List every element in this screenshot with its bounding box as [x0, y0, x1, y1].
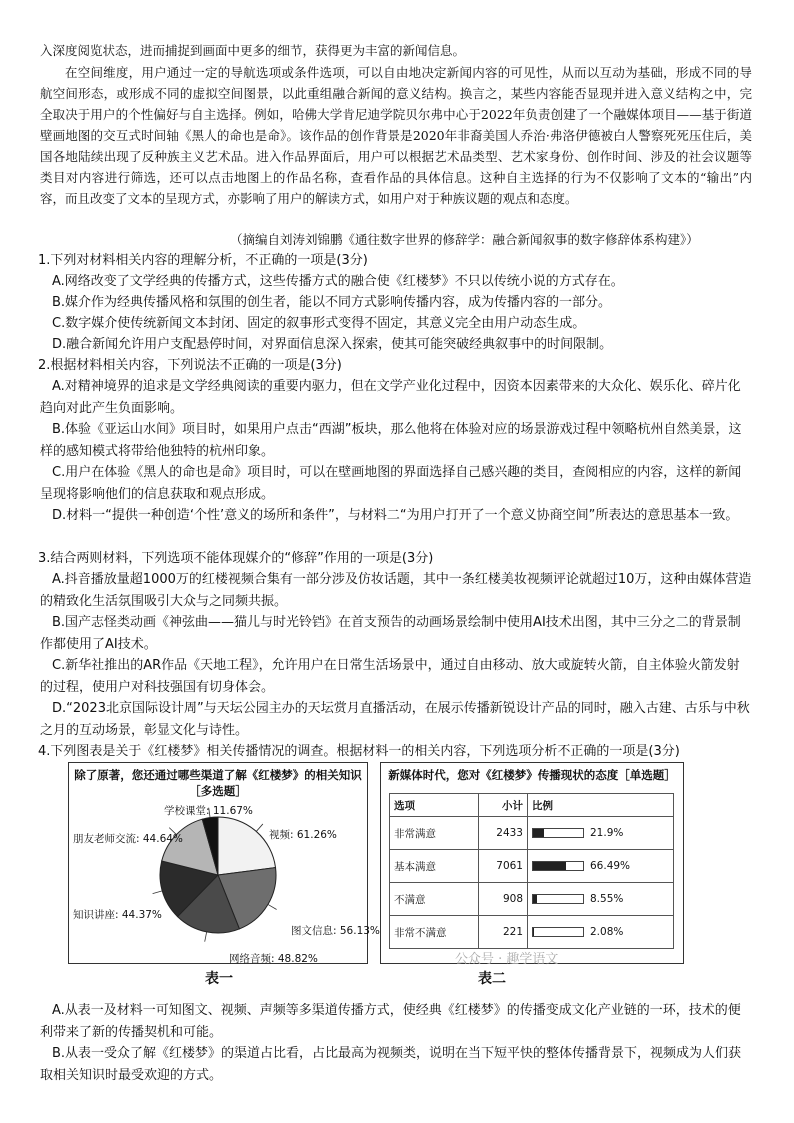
row-option: 非常满意: [390, 817, 479, 850]
chart-table-1: [68, 762, 380, 965]
row-ratio: [528, 850, 674, 883]
pie-label-5: 学校课堂: 11.67%: [164, 805, 253, 817]
passage-paragraph-2: 在空间维度，用户通过一定的导航选项或条件选项，可以自由地决定新闻内容的可见性，从而以互动为基础，形成不同的导航空间形态，或形成不同的虚拟空间图景，以此重组融合新闻的意义结构。换言之，某些内容能否显现并进入意义结构之中，完全取决于用户的个性偏好与自主选择。例如，哈佛大学肯尼迪学院贝尔弗中心于2022年负责创建了一个融媒体项目——基于街道壁画地图的交互式时间轴《黑人的命也是命》。该作品的创作背景是2020年非裔美国人乔治·弗洛伊德被白人警察死死压住后，美国各地陆续出现了反种族主义艺术品。进入作品界面后，用户可以根据艺术品类型、艺术家身份、创作时间、涉及的社会议题等类目对内容进行筛选，还可以点击地图上的作品名称，查看作品的具体信息。这种自主选择的行为不仅影响了文本的“输出”内容，而且改变了文本的呈现方式，亦影响了用户的解读方式，如用户对于种族议题的观点和态度。: [40, 65, 752, 206]
pie-label-4: 朋友老师交流: 44.64%: [73, 833, 183, 845]
table-row: [390, 850, 674, 883]
col-count: 小计: [479, 794, 528, 817]
ratio-bar-fill: [533, 862, 566, 870]
q1-option-b: B.媒介作为经典传播风格和氛围的创生者，能以不同方式影响传播内容，成为传播内容的一部分。: [52, 295, 612, 310]
ratio-bar-fill: [533, 895, 537, 903]
chart-1-caption: 表一: [205, 971, 233, 987]
q4-option-a: A.从表一及材料一可知图文、视频、声频等多渠道传播方式，使经典《红楼梦》的传播变成文化产业链的一环，技术的便利带来了新的传播契机和可能。: [40, 1003, 741, 1040]
ratio-label: 66.49%: [590, 860, 631, 872]
chart-1-title: 除了原著，您还通过哪些渠道了解《红楼梦》的相关知识［多选题］: [74, 768, 362, 798]
pie-label-3: 知识讲座: 44.37%: [73, 909, 162, 921]
pie-leader-0: [256, 824, 263, 832]
row-ratio: [528, 916, 674, 949]
row-option: 基本满意: [390, 850, 479, 883]
pie-leader-3: [153, 891, 163, 894]
q4-option-b: B.从表一受众了解《红楼梦》的渠道占比看，占比最高为视频类，说明在当下短平快的整体传播背景下，视频成为人们获取相关知识时最受欢迎的方式。: [40, 1046, 742, 1083]
q1-option-d: D.融合新闻允许用户支配悬停时间，对界面信息深入探索，使其可能突破经典叙事中的时间限制。: [52, 337, 613, 352]
q3-option-c: C.新华社推出的AR作品《天地工程》，允许用户在日常生活场景中，通过自由移动、放大或旋转火箭，自主体验火箭发射的过程，使用户对科技强国有切身体会。: [40, 658, 740, 695]
q2-option-c: C.用户在体验《黑人的命也是命》项目时，可以在壁画地图的界面选择自己感兴趣的类目，查阅相应的内容，这样的新闻呈现将影响他们的信息获取和观点形成。: [40, 465, 742, 502]
col-option: 选项: [390, 794, 479, 817]
q2-option-a: A.对精神境界的追求是文学经典阅读的重要内驱力，但在文学产业化过程中，因资本因素带来的大众化、娱乐化、碎片化趋向对此产生负面影响。: [40, 379, 741, 416]
question-2-stem: 2.根据材料相关内容，下列说法不正确的一项是(3分): [38, 358, 342, 373]
q2-option-d: D.材料一“提供一种创造‘个性’意义的场所和条件”，与材料二“为用户打开了一个意义协商空间”所表达的意思基本一致。: [52, 508, 739, 523]
ratio-bar-track: [532, 927, 584, 937]
row-count: 221: [479, 916, 528, 949]
question-3-stem: 3.结合两则材料，下列选项不能体现媒介的“修辞”作用的一项是(3分): [38, 551, 434, 566]
pie-leader-2: [205, 932, 207, 942]
row-count: 7061: [479, 850, 528, 883]
table-row: [390, 817, 674, 850]
ratio-label: 21.9%: [590, 827, 624, 839]
row-count: 908: [479, 883, 528, 916]
row-ratio: [528, 817, 674, 850]
ratio-bar-track: [532, 828, 584, 838]
q2-option-b: B.体验《亚运山水间》项目时，如果用户点击“西湖”板块，那么他将在体验对应的场景游戏过程中领略杭州自然美景，这样的感知模式将带给他独特的杭州印象。: [40, 422, 742, 459]
ratio-bar-fill: [533, 928, 534, 936]
row-count: 2433: [479, 817, 528, 850]
passage-line-1: 入深度阅览状态，进而捕捉到画面中更多的细节，获得更为丰富的新闻信息。: [40, 43, 466, 58]
pie-label-1: 图文信息: 56.13%: [291, 925, 380, 937]
question-4-stem: 4.下列图表是关于《红楼梦》相关传播情况的调查。根据材料一的相关内容，下列选项分析不正确的一项是(3分): [38, 744, 680, 759]
row-option: 不满意: [390, 883, 479, 916]
ratio-label: 2.08%: [590, 926, 624, 938]
ratio-label: 8.55%: [590, 893, 624, 905]
chart-2-title: 新媒体时代，您对《红楼梦》传播现状的态度［单选题］: [388, 768, 676, 782]
question-1-stem: 1.下列对材料相关内容的理解分析，不正确的一项是(3分): [38, 253, 368, 268]
q3-option-a: A.抖音播放量超1000万的红楼视频合集有一部分涉及仿妆话题，其中一条红楼美妆视频评论就超过10万，这种由媒体营造的精致化生活氛围吸引大众与之同频共振。: [40, 572, 752, 609]
pie-leader-1: [268, 904, 277, 909]
pie-label-2: 网络音频: 48.82%: [229, 953, 318, 965]
q1-option-c: C.数字媒介使传统新闻文本封闭、固定的叙事形式变得不固定，其意义完全由用户动态生成。: [52, 316, 586, 331]
attitude-table: [389, 793, 674, 949]
q3-option-d: D.“2023北京国际设计周”与天坛公园主办的天坛赏月直播活动，在展示传播新锐设计产品的同时，融入古建、古乐与中秋之月的互动场景，彰显文化与诗性。: [40, 701, 750, 738]
table-row: [390, 916, 674, 949]
col-ratio: 比例: [528, 794, 674, 817]
q1-option-a: A.网络改变了文学经典的传播方式，这些传播方式的融合使《红楼梦》不只以传统小说的方式存在。: [52, 274, 624, 289]
pie-label-0: 视频: 61.26%: [269, 829, 337, 841]
q3-option-b: B.国产志怪类动画《神弦曲——猫儿与时光铃铛》在首支预告的动画场景绘制中使用AI技术出图，其中三分之二的背景制作都使用了AI技术。: [40, 615, 741, 652]
ratio-bar-fill: [533, 829, 544, 837]
passage-source: （摘编自刘涛刘锦鹏《通往数字世界的修辞学：融合新闻叙事的数字修辞体系构建》）: [230, 232, 699, 247]
table-header-row: [390, 794, 674, 817]
row-option: 非常不满意: [390, 916, 479, 949]
watermark: 公众号 · 趣学语文: [455, 952, 559, 967]
table-row: [390, 883, 674, 916]
ratio-bar-track: [532, 861, 584, 871]
chart-table-2: [380, 762, 684, 964]
row-ratio: [528, 883, 674, 916]
ratio-bar-track: [532, 894, 584, 904]
chart-2-caption: 表二: [478, 971, 506, 987]
pie-slice-0: [218, 817, 276, 875]
